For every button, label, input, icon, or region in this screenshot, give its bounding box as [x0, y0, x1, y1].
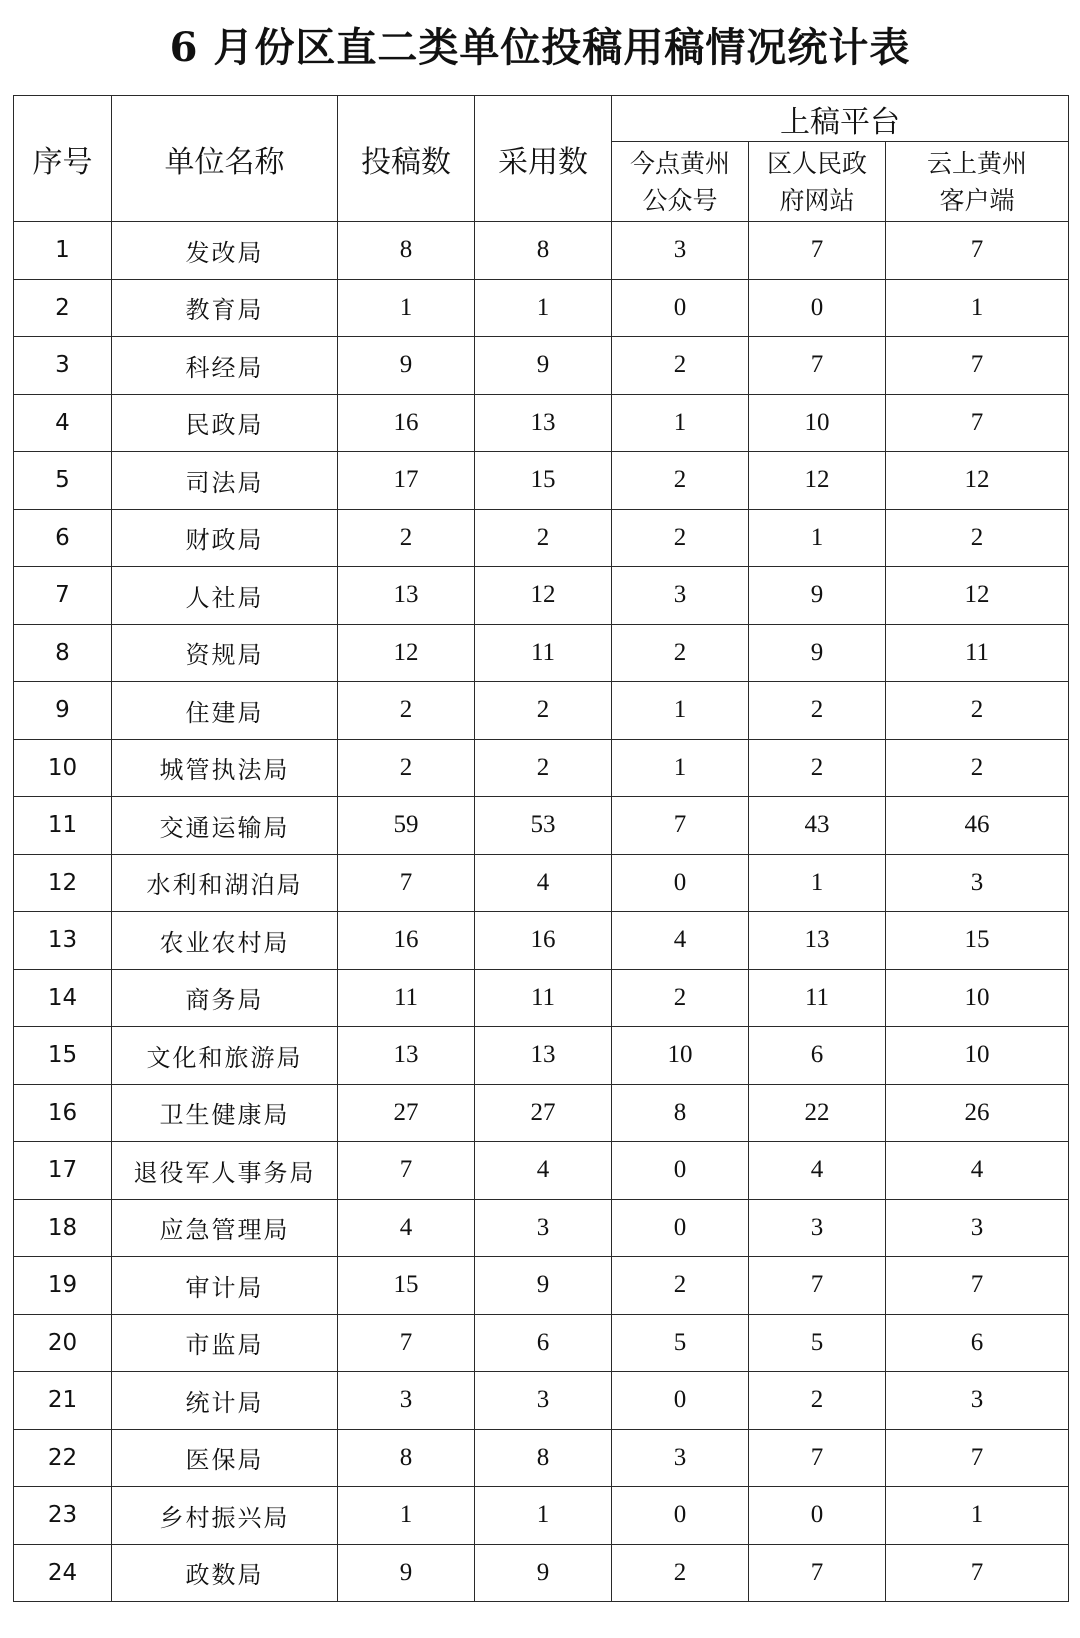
cell-platform-gov-website: 3 — [749, 1199, 886, 1257]
header-unit-name: 单位名称 — [112, 96, 338, 222]
cell-unit-name: 应急管理局 — [112, 1199, 338, 1257]
table-row — [14, 912, 1069, 970]
cell-seq: 1 — [14, 222, 112, 280]
cell-submitted: 7 — [338, 1142, 475, 1200]
cell-submitted: 7 — [338, 854, 475, 912]
cell-unit-name: 审计局 — [112, 1257, 338, 1315]
cell-platform-wechat: 3 — [612, 222, 749, 280]
cell-submitted: 3 — [338, 1372, 475, 1430]
cell-platform-app: 2 — [886, 739, 1069, 797]
cell-submitted: 13 — [338, 1027, 475, 1085]
cell-seq: 9 — [14, 682, 112, 740]
cell-platform-gov-website: 4 — [749, 1142, 886, 1200]
cell-submitted: 1 — [338, 279, 475, 337]
cell-platform-app: 7 — [886, 1429, 1069, 1487]
cell-platform-gov-website: 7 — [749, 222, 886, 280]
header-submitted: 投稿数 — [338, 96, 475, 222]
cell-platform-wechat: 2 — [612, 1257, 749, 1315]
cell-platform-app: 7 — [886, 222, 1069, 280]
cell-platform-gov-website: 2 — [749, 682, 886, 740]
cell-unit-name: 人社局 — [112, 567, 338, 625]
cell-submitted: 16 — [338, 912, 475, 970]
table-row — [14, 682, 1069, 740]
cell-adopted: 8 — [475, 1429, 612, 1487]
cell-seq: 24 — [14, 1544, 112, 1602]
cell-submitted: 9 — [338, 337, 475, 395]
cell-platform-app: 4 — [886, 1142, 1069, 1200]
cell-adopted: 8 — [475, 222, 612, 280]
cell-platform-gov-website: 2 — [749, 1372, 886, 1430]
cell-unit-name: 医保局 — [112, 1429, 338, 1487]
cell-unit-name: 卫生健康局 — [112, 1084, 338, 1142]
cell-submitted: 9 — [338, 1544, 475, 1602]
cell-platform-wechat: 7 — [612, 797, 749, 855]
cell-platform-gov-website: 2 — [749, 739, 886, 797]
cell-submitted: 1 — [338, 1487, 475, 1545]
cell-platform-app: 7 — [886, 1544, 1069, 1602]
table-row — [14, 1314, 1069, 1372]
cell-seq: 7 — [14, 567, 112, 625]
cell-platform-app: 3 — [886, 1199, 1069, 1257]
cell-platform-wechat: 5 — [612, 1314, 749, 1372]
cell-platform-app: 46 — [886, 797, 1069, 855]
cell-seq: 15 — [14, 1027, 112, 1085]
statistics-table — [13, 95, 1069, 1602]
cell-adopted: 53 — [475, 797, 612, 855]
cell-unit-name: 农业农村局 — [112, 912, 338, 970]
cell-platform-wechat: 2 — [612, 337, 749, 395]
cell-submitted: 12 — [338, 624, 475, 682]
cell-adopted: 16 — [475, 912, 612, 970]
cell-platform-app: 12 — [886, 567, 1069, 625]
table-row — [14, 854, 1069, 912]
cell-platform-app: 26 — [886, 1084, 1069, 1142]
cell-platform-gov-website: 13 — [749, 912, 886, 970]
cell-adopted: 9 — [475, 337, 612, 395]
cell-seq: 12 — [14, 854, 112, 912]
table-row — [14, 222, 1069, 280]
header-platform-wechat — [612, 142, 749, 222]
cell-adopted: 3 — [475, 1199, 612, 1257]
cell-seq: 19 — [14, 1257, 112, 1315]
cell-platform-app: 12 — [886, 452, 1069, 510]
cell-platform-gov-website: 0 — [749, 1487, 886, 1545]
table-row — [14, 337, 1069, 395]
cell-adopted: 4 — [475, 1142, 612, 1200]
cell-unit-name: 水利和湖泊局 — [112, 854, 338, 912]
cell-platform-gov-website: 5 — [749, 1314, 886, 1372]
cell-adopted: 4 — [475, 854, 612, 912]
cell-unit-name: 住建局 — [112, 682, 338, 740]
cell-seq: 10 — [14, 739, 112, 797]
table-row — [14, 1372, 1069, 1430]
cell-unit-name: 乡村振兴局 — [112, 1487, 338, 1545]
header-platform-wechat-line2: 公众号 — [642, 185, 718, 215]
cell-submitted: 7 — [338, 1314, 475, 1372]
cell-platform-wechat: 3 — [612, 1429, 749, 1487]
cell-unit-name: 财政局 — [112, 509, 338, 567]
cell-platform-gov-website: 43 — [749, 797, 886, 855]
cell-seq: 23 — [14, 1487, 112, 1545]
cell-adopted: 2 — [475, 739, 612, 797]
cell-platform-app: 7 — [886, 394, 1069, 452]
cell-platform-gov-website: 7 — [749, 337, 886, 395]
cell-platform-app: 11 — [886, 624, 1069, 682]
cell-submitted: 8 — [338, 222, 475, 280]
table-row — [14, 1084, 1069, 1142]
cell-adopted: 15 — [475, 452, 612, 510]
table-row — [14, 1487, 1069, 1545]
cell-seq: 18 — [14, 1199, 112, 1257]
table-row — [14, 624, 1069, 682]
cell-unit-name: 发改局 — [112, 222, 338, 280]
cell-seq: 14 — [14, 969, 112, 1027]
header-platform-gov-website-line2: 府网站 — [779, 185, 855, 215]
cell-submitted: 15 — [338, 1257, 475, 1315]
table-row — [14, 452, 1069, 510]
cell-platform-wechat: 3 — [612, 567, 749, 625]
cell-platform-wechat: 10 — [612, 1027, 749, 1085]
table-row — [14, 797, 1069, 855]
cell-platform-gov-website: 12 — [749, 452, 886, 510]
cell-adopted: 13 — [475, 394, 612, 452]
cell-submitted: 2 — [338, 682, 475, 740]
cell-platform-gov-website: 11 — [749, 969, 886, 1027]
cell-adopted: 2 — [475, 682, 612, 740]
cell-unit-name: 统计局 — [112, 1372, 338, 1430]
cell-seq: 2 — [14, 279, 112, 337]
table-row — [14, 1429, 1069, 1487]
cell-platform-gov-website: 7 — [749, 1257, 886, 1315]
cell-adopted: 13 — [475, 1027, 612, 1085]
table-row — [14, 567, 1069, 625]
cell-platform-wechat: 0 — [612, 279, 749, 337]
table-row — [14, 969, 1069, 1027]
cell-submitted: 16 — [338, 394, 475, 452]
cell-platform-wechat: 4 — [612, 912, 749, 970]
cell-platform-gov-website: 1 — [749, 509, 886, 567]
header-seq: 序号 — [14, 96, 112, 222]
cell-unit-name: 民政局 — [112, 394, 338, 452]
cell-platform-app: 3 — [886, 1372, 1069, 1430]
cell-submitted: 59 — [338, 797, 475, 855]
cell-platform-wechat: 1 — [612, 394, 749, 452]
cell-platform-wechat: 0 — [612, 854, 749, 912]
cell-submitted: 2 — [338, 509, 475, 567]
cell-platform-gov-website: 10 — [749, 394, 886, 452]
cell-platform-gov-website: 6 — [749, 1027, 886, 1085]
cell-platform-gov-website: 1 — [749, 854, 886, 912]
cell-submitted: 4 — [338, 1199, 475, 1257]
header-platform-wechat-line1: 今点黄州 — [629, 148, 730, 178]
cell-unit-name: 商务局 — [112, 969, 338, 1027]
cell-submitted: 27 — [338, 1084, 475, 1142]
cell-platform-wechat: 8 — [612, 1084, 749, 1142]
cell-platform-app: 15 — [886, 912, 1069, 970]
cell-seq: 20 — [14, 1314, 112, 1372]
table-row — [14, 739, 1069, 797]
cell-seq: 4 — [14, 394, 112, 452]
table-row — [14, 509, 1069, 567]
header-platform-group: 上稿平台 — [612, 96, 1069, 142]
cell-adopted: 9 — [475, 1544, 612, 1602]
table-row — [14, 279, 1069, 337]
cell-unit-name: 退役军人事务局 — [112, 1142, 338, 1200]
cell-platform-app: 6 — [886, 1314, 1069, 1372]
cell-platform-app: 7 — [886, 337, 1069, 395]
cell-platform-wechat: 0 — [612, 1199, 749, 1257]
cell-unit-name: 教育局 — [112, 279, 338, 337]
header-platform-app-line1: 云上黄州 — [927, 148, 1028, 178]
cell-unit-name: 科经局 — [112, 337, 338, 395]
cell-platform-wechat: 2 — [612, 624, 749, 682]
cell-unit-name: 市监局 — [112, 1314, 338, 1372]
cell-platform-wechat: 2 — [612, 452, 749, 510]
cell-submitted: 2 — [338, 739, 475, 797]
header-row-top — [14, 96, 1069, 142]
cell-adopted: 2 — [475, 509, 612, 567]
table-row — [14, 394, 1069, 452]
cell-platform-wechat: 2 — [612, 1544, 749, 1602]
cell-adopted: 11 — [475, 624, 612, 682]
cell-platform-app: 1 — [886, 279, 1069, 337]
cell-submitted: 13 — [338, 567, 475, 625]
cell-seq: 21 — [14, 1372, 112, 1430]
table-row — [14, 1544, 1069, 1602]
cell-submitted: 8 — [338, 1429, 475, 1487]
header-platform-app — [886, 142, 1069, 222]
table-row — [14, 1257, 1069, 1315]
cell-platform-app: 2 — [886, 509, 1069, 567]
cell-platform-gov-website: 7 — [749, 1544, 886, 1602]
cell-seq: 8 — [14, 624, 112, 682]
cell-platform-wechat: 2 — [612, 509, 749, 567]
cell-unit-name: 城管执法局 — [112, 739, 338, 797]
cell-unit-name: 政数局 — [112, 1544, 338, 1602]
cell-platform-gov-website: 7 — [749, 1429, 886, 1487]
cell-unit-name: 文化和旅游局 — [112, 1027, 338, 1085]
cell-seq: 11 — [14, 797, 112, 855]
table-body — [14, 222, 1069, 1602]
table-row — [14, 1027, 1069, 1085]
cell-platform-app: 3 — [886, 854, 1069, 912]
header-adopted: 采用数 — [475, 96, 612, 222]
page-title: 6 月份区直二类单位投稿用稿情况统计表 — [169, 24, 911, 71]
cell-submitted: 11 — [338, 969, 475, 1027]
cell-platform-app: 1 — [886, 1487, 1069, 1545]
cell-platform-wechat: 2 — [612, 969, 749, 1027]
cell-platform-gov-website: 22 — [749, 1084, 886, 1142]
cell-platform-gov-website: 0 — [749, 279, 886, 337]
cell-adopted: 27 — [475, 1084, 612, 1142]
cell-seq: 5 — [14, 452, 112, 510]
cell-adopted: 1 — [475, 1487, 612, 1545]
cell-platform-gov-website: 9 — [749, 567, 886, 625]
cell-platform-app: 2 — [886, 682, 1069, 740]
cell-seq: 17 — [14, 1142, 112, 1200]
cell-adopted: 9 — [475, 1257, 612, 1315]
cell-platform-wechat: 1 — [612, 739, 749, 797]
cell-platform-wechat: 0 — [612, 1372, 749, 1430]
table-row — [14, 1199, 1069, 1257]
table-row — [14, 1142, 1069, 1200]
cell-adopted: 12 — [475, 567, 612, 625]
header-platform-app-line2: 客户端 — [939, 185, 1015, 215]
cell-platform-wechat: 0 — [612, 1487, 749, 1545]
cell-adopted: 3 — [475, 1372, 612, 1430]
cell-seq: 3 — [14, 337, 112, 395]
cell-adopted: 6 — [475, 1314, 612, 1372]
cell-adopted: 1 — [475, 279, 612, 337]
cell-platform-gov-website: 9 — [749, 624, 886, 682]
cell-platform-app: 7 — [886, 1257, 1069, 1315]
cell-platform-app: 10 — [886, 1027, 1069, 1085]
table-header — [14, 96, 1069, 222]
cell-seq: 13 — [14, 912, 112, 970]
cell-adopted: 11 — [475, 969, 612, 1027]
cell-submitted: 17 — [338, 452, 475, 510]
cell-platform-wechat: 0 — [612, 1142, 749, 1200]
cell-seq: 22 — [14, 1429, 112, 1487]
cell-platform-app: 10 — [886, 969, 1069, 1027]
cell-unit-name: 交通运输局 — [112, 797, 338, 855]
cell-unit-name: 资规局 — [112, 624, 338, 682]
cell-seq: 16 — [14, 1084, 112, 1142]
cell-seq: 6 — [14, 509, 112, 567]
header-platform-gov-website-line1: 区人民政 — [766, 148, 867, 178]
header-platform-gov-website — [749, 142, 886, 222]
cell-platform-wechat: 1 — [612, 682, 749, 740]
cell-unit-name: 司法局 — [112, 452, 338, 510]
